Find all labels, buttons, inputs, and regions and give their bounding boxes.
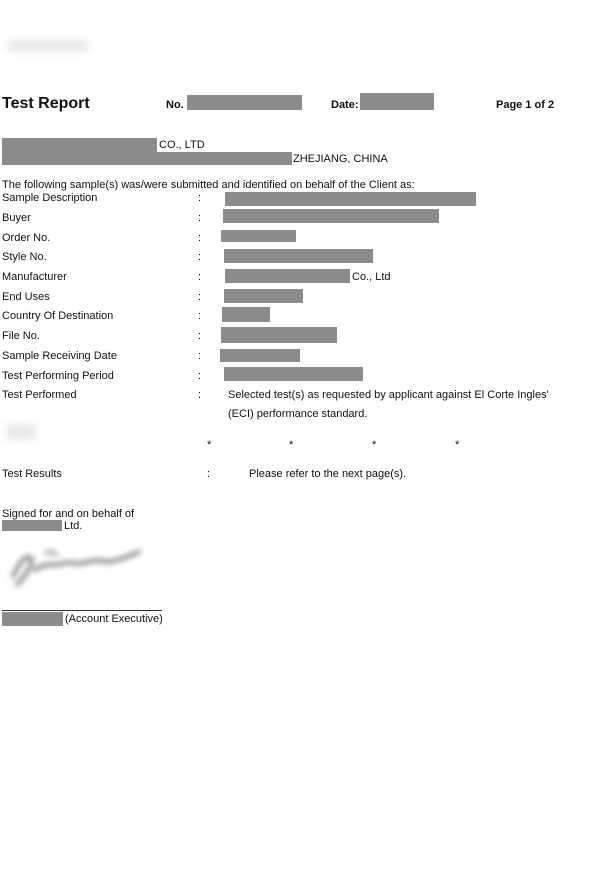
field-label-style-no: Style No. — [2, 251, 47, 263]
manufacturer-suffix: Co., Ltd — [352, 271, 391, 283]
redacted-end-uses — [224, 289, 303, 303]
date-label: Date: — [331, 99, 359, 111]
field-label-test-performed: Test Performed — [2, 389, 77, 401]
field-colon: : — [198, 291, 202, 303]
company-suffix: Ltd. — [64, 520, 83, 532]
signature-line — [2, 610, 162, 611]
redacted-client-name — [2, 138, 157, 152]
client-address-suffix: ZHEJIANG, CHINA — [293, 153, 388, 165]
separator-star: * — [372, 439, 377, 451]
signer-role: (Account Executive) — [65, 613, 163, 625]
redacted-client-address — [2, 152, 292, 165]
redacted-performing-period — [224, 367, 363, 381]
field-label-buyer: Buyer — [2, 212, 31, 224]
test-results-label: Test Results — [2, 468, 62, 480]
field-colon: : — [198, 389, 202, 401]
field-colon: : — [198, 212, 202, 224]
separator-star: * — [289, 439, 294, 451]
field-label-order-no: Order No. — [2, 232, 51, 244]
field-colon: : — [207, 468, 211, 480]
field-label-end-uses: End Uses — [2, 291, 50, 303]
redacted-manufacturer — [225, 269, 350, 283]
scan-smudge — [8, 40, 88, 52]
field-colon: : — [198, 232, 202, 244]
intro-text: The following sample(s) was/were submitted and identified on behalf of the Client as: — [2, 179, 415, 191]
report-number-label: No. — [166, 99, 184, 111]
field-colon: : — [198, 330, 202, 342]
field-colon: : — [198, 251, 202, 263]
field-colon: : — [198, 192, 202, 204]
field-label-manufacturer: Manufacturer — [2, 271, 67, 283]
field-colon: : — [198, 370, 202, 382]
report-title: Test Report — [2, 95, 90, 112]
separator-star: * — [207, 439, 212, 451]
page-indicator: Page 1 of 2 — [496, 99, 555, 111]
redacted-sample-description — [225, 192, 476, 206]
field-label-sample-receiving-date: Sample Receiving Date — [2, 350, 117, 362]
test-performed-value-line2: (ECI) performance standard. — [228, 408, 368, 420]
scan-smudge — [6, 425, 36, 439]
redacted-file-no — [221, 327, 337, 343]
handwritten-signature — [5, 540, 145, 588]
separator-star: * — [455, 439, 460, 451]
field-colon: : — [198, 310, 202, 322]
redacted-style-no — [224, 249, 373, 263]
redacted-country — [222, 307, 270, 322]
redacted-order-no — [221, 230, 296, 242]
field-colon: : — [198, 271, 202, 283]
field-colon: : — [198, 350, 202, 362]
redacted-company-name — [2, 520, 62, 531]
field-label-sample-description: Sample Description — [2, 192, 98, 204]
redacted-report-number — [187, 95, 302, 110]
field-label-country-of-destination: Country Of Destination — [2, 310, 114, 322]
redacted-buyer — [223, 209, 439, 223]
client-name-suffix: CO., LTD — [159, 139, 205, 151]
signed-for-text: Signed for and on behalf of — [2, 508, 135, 520]
field-label-test-performing-period: Test Performing Period — [2, 370, 114, 382]
field-label-file-no: File No. — [2, 330, 40, 342]
redacted-signer-name — [2, 612, 63, 626]
redacted-receiving-date — [220, 349, 300, 362]
redacted-date — [360, 93, 434, 110]
test-results-value: Please refer to the next page(s). — [249, 468, 407, 480]
test-performed-value: Selected test(s) as requested by applicant against El Corte Ingles' — [228, 389, 549, 401]
